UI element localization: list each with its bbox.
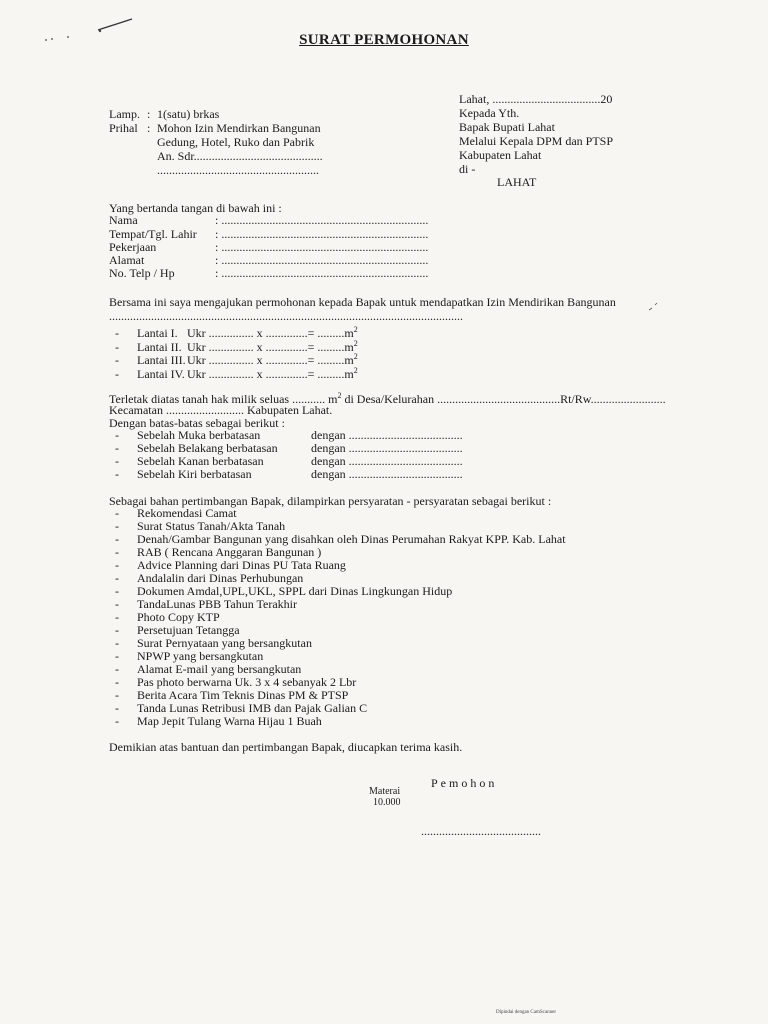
- border-row: - Sebelah Muka berbatasan dengan ......................................: [115, 428, 463, 442]
- requirements-intro: Sebagai bahan pertimbangan Bapak, dilampirkan persyaratan - persyaratan sebagai berikut :: [109, 494, 552, 508]
- requirement-item: - Denah/Gambar Bangunan yang disahkan oleh Dinas Perumahan Rakyat KPP. Kab. Lahat: [115, 532, 566, 546]
- requirement-text: Map Jepit Tulang Warna Hijau 1 Buah: [137, 714, 322, 728]
- requirement-item: - Map Jepit Tulang Warna Hijau 1 Buah: [115, 714, 322, 728]
- requirement-text: Dokumen Amdal,UPL,UKL, SPPL dari Dinas Lingkungan Hidup: [137, 584, 453, 598]
- field-value: : .....................................................................: [215, 266, 429, 280]
- requirement-text: Tanda Lunas Retribusi IMB dan Pajak Galian C: [137, 701, 368, 715]
- field-label: Nama: [109, 213, 138, 227]
- field-value: : .....................................................................: [215, 213, 429, 227]
- requirement-text: Photo Copy KTP: [137, 610, 220, 624]
- location-desa: di Desa/Kelurahan .........................................Rt/Rw.........................: [341, 392, 666, 406]
- requirement-item: - TandaLunas PBB Tahun Terakhir: [115, 597, 298, 611]
- field-value: : .....................................................................: [215, 253, 429, 267]
- floor-unit-sup: 2: [353, 366, 358, 375]
- addressee-line: Kepada Yth.: [459, 106, 520, 120]
- closing-text: Demikian atas bantuan dan pertimbangan Bapak, diucapkan terima kasih.: [109, 740, 463, 754]
- border-row: - Sebelah Belakang berbatasan dengan ......................................: [115, 441, 463, 455]
- requirement-text: Pas photo berwarna Uk. 3 x 4 sebanyak 2 Lbr: [137, 675, 357, 689]
- requirement-item: - NPWP yang bersangkutan: [115, 649, 264, 663]
- floor-name: Lantai I.: [137, 326, 178, 340]
- addressee-city: LAHAT: [497, 175, 537, 189]
- field-nama: [109, 214, 428, 228]
- addressee-line: Bapak Bupati Lahat: [459, 120, 555, 134]
- border-label: Sebelah Kanan berbatasan: [137, 454, 264, 468]
- floor-unit-sup: 2: [353, 339, 358, 348]
- floor-row: - Lantai II. Ukr ............... x ..............= $.........m^2$: [115, 339, 358, 354]
- requirement-item: - Dokumen Amdal,UPL,UKL, SPPL dari Dinas Lingkungan Hidup: [115, 584, 453, 598]
- requirement-item: - Surat Pernyataan yang bersangkutan: [115, 636, 312, 650]
- stray-mark: [648, 302, 660, 312]
- requirement-text: Denah/Gambar Bangunan yang disahkan oleh Dinas Perumahan Rakyat KPP. Kab. Lahat: [137, 532, 566, 546]
- field-label: Alamat: [109, 253, 145, 267]
- requirement-item: - Pas photo berwarna Uk. 3 x 4 sebanyak 2 Lbr: [115, 675, 357, 689]
- request-line: Bersama ini saya mengajukan permohonan kepada Bapak untuk mendapatkan Izin Mendirikan Bangunan: [109, 295, 616, 309]
- requirement-item: - Alamat E-mail yang bersangkutan: [115, 662, 302, 676]
- request-dots-line: ......................................................................................................................: [109, 309, 463, 323]
- prihal-line: Mohon Izin Mendirkan Bangunan: [157, 121, 321, 135]
- border-label: Sebelah Kiri berbatasan: [137, 467, 252, 481]
- requirement-text: Surat Status Tanah/Akta Tanah: [137, 519, 286, 533]
- requirement-text: Andalalin dari Dinas Perhubungan: [137, 571, 304, 585]
- border-value: dengan ......................................: [311, 428, 463, 442]
- requirement-text: Persetujuan Tetangga: [137, 623, 240, 637]
- requirement-item: - Andalalin dari Dinas Perhubungan: [115, 571, 304, 585]
- requirement-item: - Tanda Lunas Retribusi IMB dan Pajak Galian C: [115, 701, 368, 715]
- border-label: Sebelah Belakang berbatasan: [137, 441, 278, 455]
- prihal-colon: :: [147, 121, 151, 135]
- lamp-colon: :: [147, 107, 151, 121]
- materai-label: Materai: [369, 786, 401, 797]
- requirement-item: - RAB ( Rencana Anggaran Bangunan ): [115, 545, 322, 559]
- prihal-label: Prihal: [109, 121, 138, 135]
- floor-size: Ukr ............... x ..............= .........m: [187, 367, 354, 381]
- floor-size: Ukr ............... x ..............= .........m: [187, 353, 354, 367]
- prihal-line: ......................................................: [157, 163, 319, 177]
- prihal-line: An. Sdr...........................................: [157, 149, 323, 163]
- floor-name: Lantai IV.: [137, 367, 185, 381]
- requirement-text: Rekomendasi Camat: [137, 506, 237, 520]
- borders-intro: Dengan batas-batas sebagai berikut :: [109, 416, 285, 430]
- lamp-label: Lamp.: [109, 107, 140, 121]
- floor-name: Lantai II.: [137, 340, 182, 354]
- floor-unit-sup: 2: [353, 325, 358, 334]
- floor-unit-sup: 2: [353, 352, 358, 361]
- floor-size: Ukr ............... x ..............= .........m: [187, 340, 354, 354]
- border-row: - Sebelah Kanan berbatasan dengan ......................................: [115, 454, 463, 468]
- requirement-text: Alamat E-mail yang bersangkutan: [137, 662, 302, 676]
- requirement-item: - Photo Copy KTP: [115, 610, 220, 624]
- requirement-item: - Advice Planning dari Dinas PU Tata Ruang: [115, 558, 346, 572]
- requirement-text: Berita Acara Tim Teknis Dinas PM & PTSP: [137, 688, 349, 702]
- border-value: dengan ......................................: [311, 454, 463, 468]
- lamp-value: 1(satu) brkas: [157, 107, 220, 121]
- location-unit-sup: 2: [337, 391, 342, 400]
- requirement-text: TandaLunas PBB Tahun Terakhir: [137, 597, 298, 611]
- requirement-item: - Persetujuan Tetangga: [115, 623, 240, 637]
- addressee-line: Melalui Kepala DPM dan PTSP: [459, 134, 613, 148]
- materai-value: 10.000: [373, 797, 401, 808]
- date-line: Lahat, ....................................20: [459, 92, 613, 106]
- requirement-text: NPWP yang bersangkutan: [137, 649, 264, 663]
- applicant-intro: Yang bertanda tangan di bawah ini :: [109, 201, 282, 215]
- addressee-line: di -: [459, 162, 476, 176]
- signature-name-line: ........................................: [421, 824, 541, 838]
- requirement-item: - Rekomendasi Camat: [115, 506, 237, 520]
- floor-name: Lantai III.: [137, 353, 186, 367]
- floor-row: - Lantai III.Ukr ............... x ..............= $.........m^2$: [115, 352, 358, 367]
- floor-row: - Lantai I. Ukr ............... x ..............= $.........m^2$: [115, 325, 358, 340]
- document-title: SURAT PERMOHONAN: [299, 32, 469, 48]
- requirement-text: Advice Planning dari Dinas PU Tata Ruang: [137, 558, 346, 572]
- field-label: Tempat/Tgl. Lahir: [109, 227, 197, 241]
- border-row: - Sebelah Kiri berbatasan dengan ......................................: [115, 467, 463, 481]
- field-value: : .....................................................................: [215, 227, 429, 241]
- requirement-text: RAB ( Rencana Anggaran Bangunan ): [137, 545, 322, 559]
- location-area: Terletak diatas tanah hak milik seluas ........... m: [109, 392, 338, 406]
- prihal-line: Gedung, Hotel, Ruko dan Pabrik: [157, 135, 315, 149]
- border-value: dengan ......................................: [311, 441, 463, 455]
- requirement-item: - Berita Acara Tim Teknis Dinas PM & PTSP: [115, 688, 349, 702]
- scanner-watermark: Dipindai dengan CamScanner: [496, 1010, 556, 1015]
- requirement-text: Surat Pernyataan yang bersangkutan: [137, 636, 312, 650]
- kecamatan-line: Kecamatan .......................... Kabupaten Lahat.: [109, 403, 333, 417]
- addressee-line: Kabupaten Lahat: [459, 148, 542, 162]
- floor-size: Ukr ............... x ..............= .........m: [187, 326, 354, 340]
- signature-label: Pemohon: [431, 776, 498, 790]
- border-value: dengan ......................................: [311, 467, 463, 481]
- floor-row: - Lantai IV. Ukr ............... x ..............= $.........m^2$: [115, 366, 358, 381]
- field-value: : .....................................................................: [215, 240, 429, 254]
- field-no-telp: [109, 267, 428, 281]
- field-label: No. Telp / Hp: [109, 266, 175, 280]
- field-label: Pekerjaan: [109, 240, 157, 254]
- requirement-item: - Surat Status Tanah/Akta Tanah: [115, 519, 286, 533]
- border-label: Sebelah Muka berbatasan: [137, 428, 261, 442]
